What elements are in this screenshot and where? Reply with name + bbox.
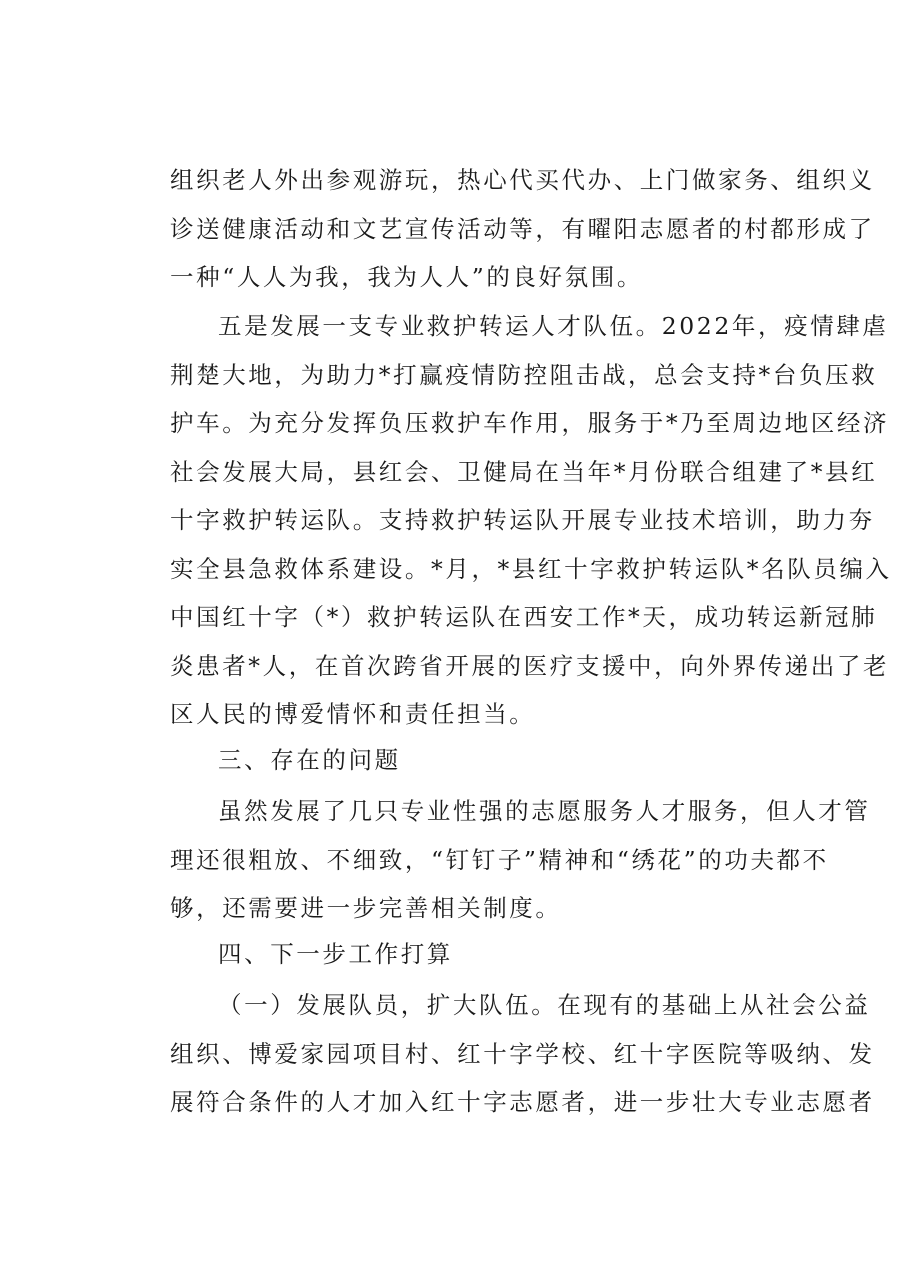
text-line: 理还很粗放、不细致，“钉钉子”精神和“绣花”的功夫都不: [170, 846, 829, 874]
text-line: 一种“人人为我，我为人人”的良好氛围。: [170, 263, 643, 291]
text-line: 诊送健康活动和文艺宣传活动等，有曜阳志愿者的村都形成了: [170, 215, 875, 243]
paragraph-first-line: 五是发展一支专业救护转运人才队伍。2022年，疫情肆虐: [218, 312, 889, 340]
paragraph-first-line: （一）发展队员，扩大队伍。在现有的基础上从社会公益: [218, 991, 871, 1019]
paragraph-first-line: 虽然发展了几只专业性强的志愿服务人才服务，但人才管: [218, 797, 871, 825]
text-line: 荆楚大地，为助力*打赢疫情防控阻击战，总会支持*台负压救: [170, 361, 878, 389]
text-line: 够，还需要进一步完善相关制度。: [170, 894, 562, 922]
section-heading: 四、下一步工作打算: [218, 940, 453, 968]
text-line: 护车。为充分发挥负压救护车作用，服务于*乃至周边地区经济: [170, 409, 890, 437]
text-line: 展符合条件的人才加入红十字志愿者，进一步壮大专业志愿者: [170, 1088, 875, 1116]
text-line: 社会发展大局，县红会、卫健局在当年*月份联合组建了*县红: [170, 458, 878, 486]
text-line: 炎患者*人，在首次跨省开展的医疗支援中，向外界传递出了老: [170, 652, 890, 680]
text-line: 组织老人外出参观游玩，热心代买代办、上门做家务、组织义: [170, 166, 875, 194]
text-line: 实全县急救体系建设。*月，*县红十字救护转运队*名队员编入: [170, 555, 892, 583]
text-line: 区人民的博爱情怀和责任担当。: [170, 700, 536, 728]
section-heading: 三、存在的问题: [218, 746, 401, 774]
text-line: 十字救护转运队。支持救护转运队开展专业技术培训，助力夯: [170, 506, 875, 534]
text-line: 组织、博爱家园项目村、红十字学校、红十字医院等吸纳、发: [170, 1040, 875, 1068]
text-line: 中国红十字（*）救护转运队在西安工作*天，成功转运新冠肺: [170, 603, 878, 631]
